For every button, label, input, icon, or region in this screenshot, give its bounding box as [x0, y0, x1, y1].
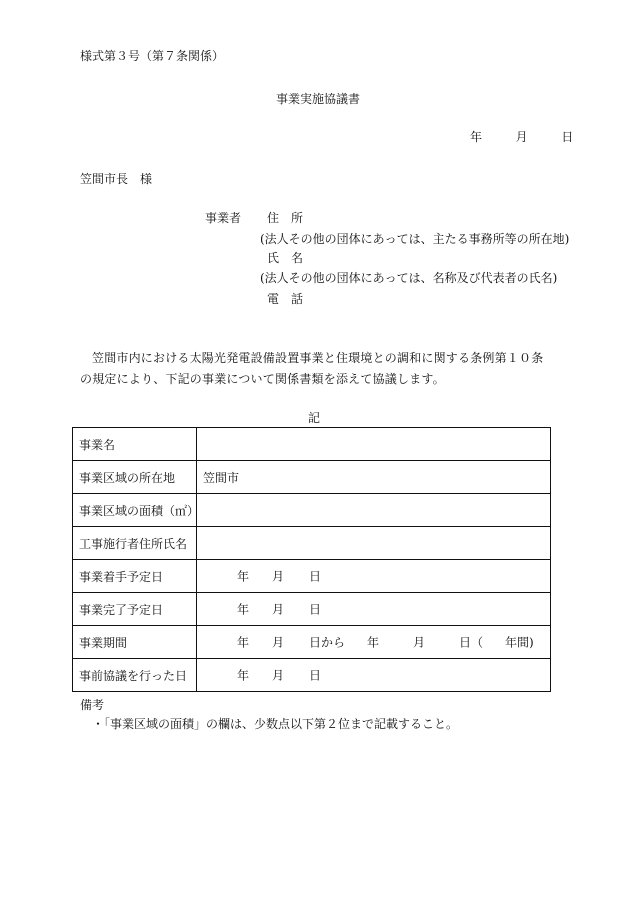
- contractor-field[interactable]: [197, 527, 551, 560]
- period-field[interactable]: 年 月 日から 年 月 日（ 年間): [197, 626, 551, 659]
- table-row: [73, 659, 551, 692]
- date-year: 年: [470, 130, 483, 144]
- location-field[interactable]: 笠間市: [197, 461, 551, 494]
- ki-heading: 記: [308, 411, 321, 425]
- table-row: [73, 560, 551, 593]
- table-row: [73, 494, 551, 527]
- table-row: [73, 593, 551, 626]
- document-date: [470, 129, 573, 145]
- applicant-role: 事業者: [205, 211, 242, 225]
- row-label: 事業着手予定日: [73, 560, 197, 593]
- start-date-field[interactable]: 年 月 日: [197, 560, 551, 593]
- address-label: 住 所: [267, 211, 304, 225]
- area-field[interactable]: [197, 494, 551, 527]
- row-label: 事前協議を行った日: [73, 659, 197, 692]
- prior-consult-date-field[interactable]: 年 月 日: [197, 659, 551, 692]
- end-date-field[interactable]: 年 月 日: [197, 593, 551, 626]
- row-label: 事業完了予定日: [73, 593, 197, 626]
- date-day: 日: [561, 130, 574, 144]
- date-month: 月: [515, 130, 528, 144]
- row-label: 事業区域の所在地: [73, 461, 197, 494]
- project-name-field[interactable]: [197, 428, 551, 461]
- table-row: [73, 461, 551, 494]
- address-note: (法人その他の団体にあっては、主たる事務所等の所在地): [260, 232, 570, 246]
- phone-label: 電 話: [267, 292, 304, 306]
- row-label: 事業期間: [73, 626, 197, 659]
- table-row: [73, 527, 551, 560]
- form-number: 様式第３号（第７条関係）: [80, 49, 225, 63]
- row-label: 事業区域の面積（㎡）: [73, 494, 197, 527]
- row-label: 事業名: [73, 428, 197, 461]
- document-title: 事業実施協議書: [276, 92, 361, 106]
- intro-text: 笠間市内における太陽光発電設備設置事業と住環境との調和に関する条例第１０条の規定により、下記の事業について関係書類を添えて協議します。: [80, 351, 544, 386]
- notes-item: ・「事業区域の面積」の欄は、少数点以下第２位まで記載すること。: [92, 717, 459, 731]
- row-label: 工事施行者住所氏名: [73, 527, 197, 560]
- name-label: 氏 名: [267, 251, 304, 265]
- table-row: [73, 626, 551, 659]
- addressee: 笠間市長 様: [80, 172, 153, 186]
- notes-title: 備考: [80, 698, 105, 712]
- name-note: (法人その他の団体にあっては、名称及び代表者の氏名): [260, 271, 558, 285]
- project-table: [72, 427, 551, 692]
- table-row: [73, 428, 551, 461]
- intro-paragraph: [80, 348, 555, 390]
